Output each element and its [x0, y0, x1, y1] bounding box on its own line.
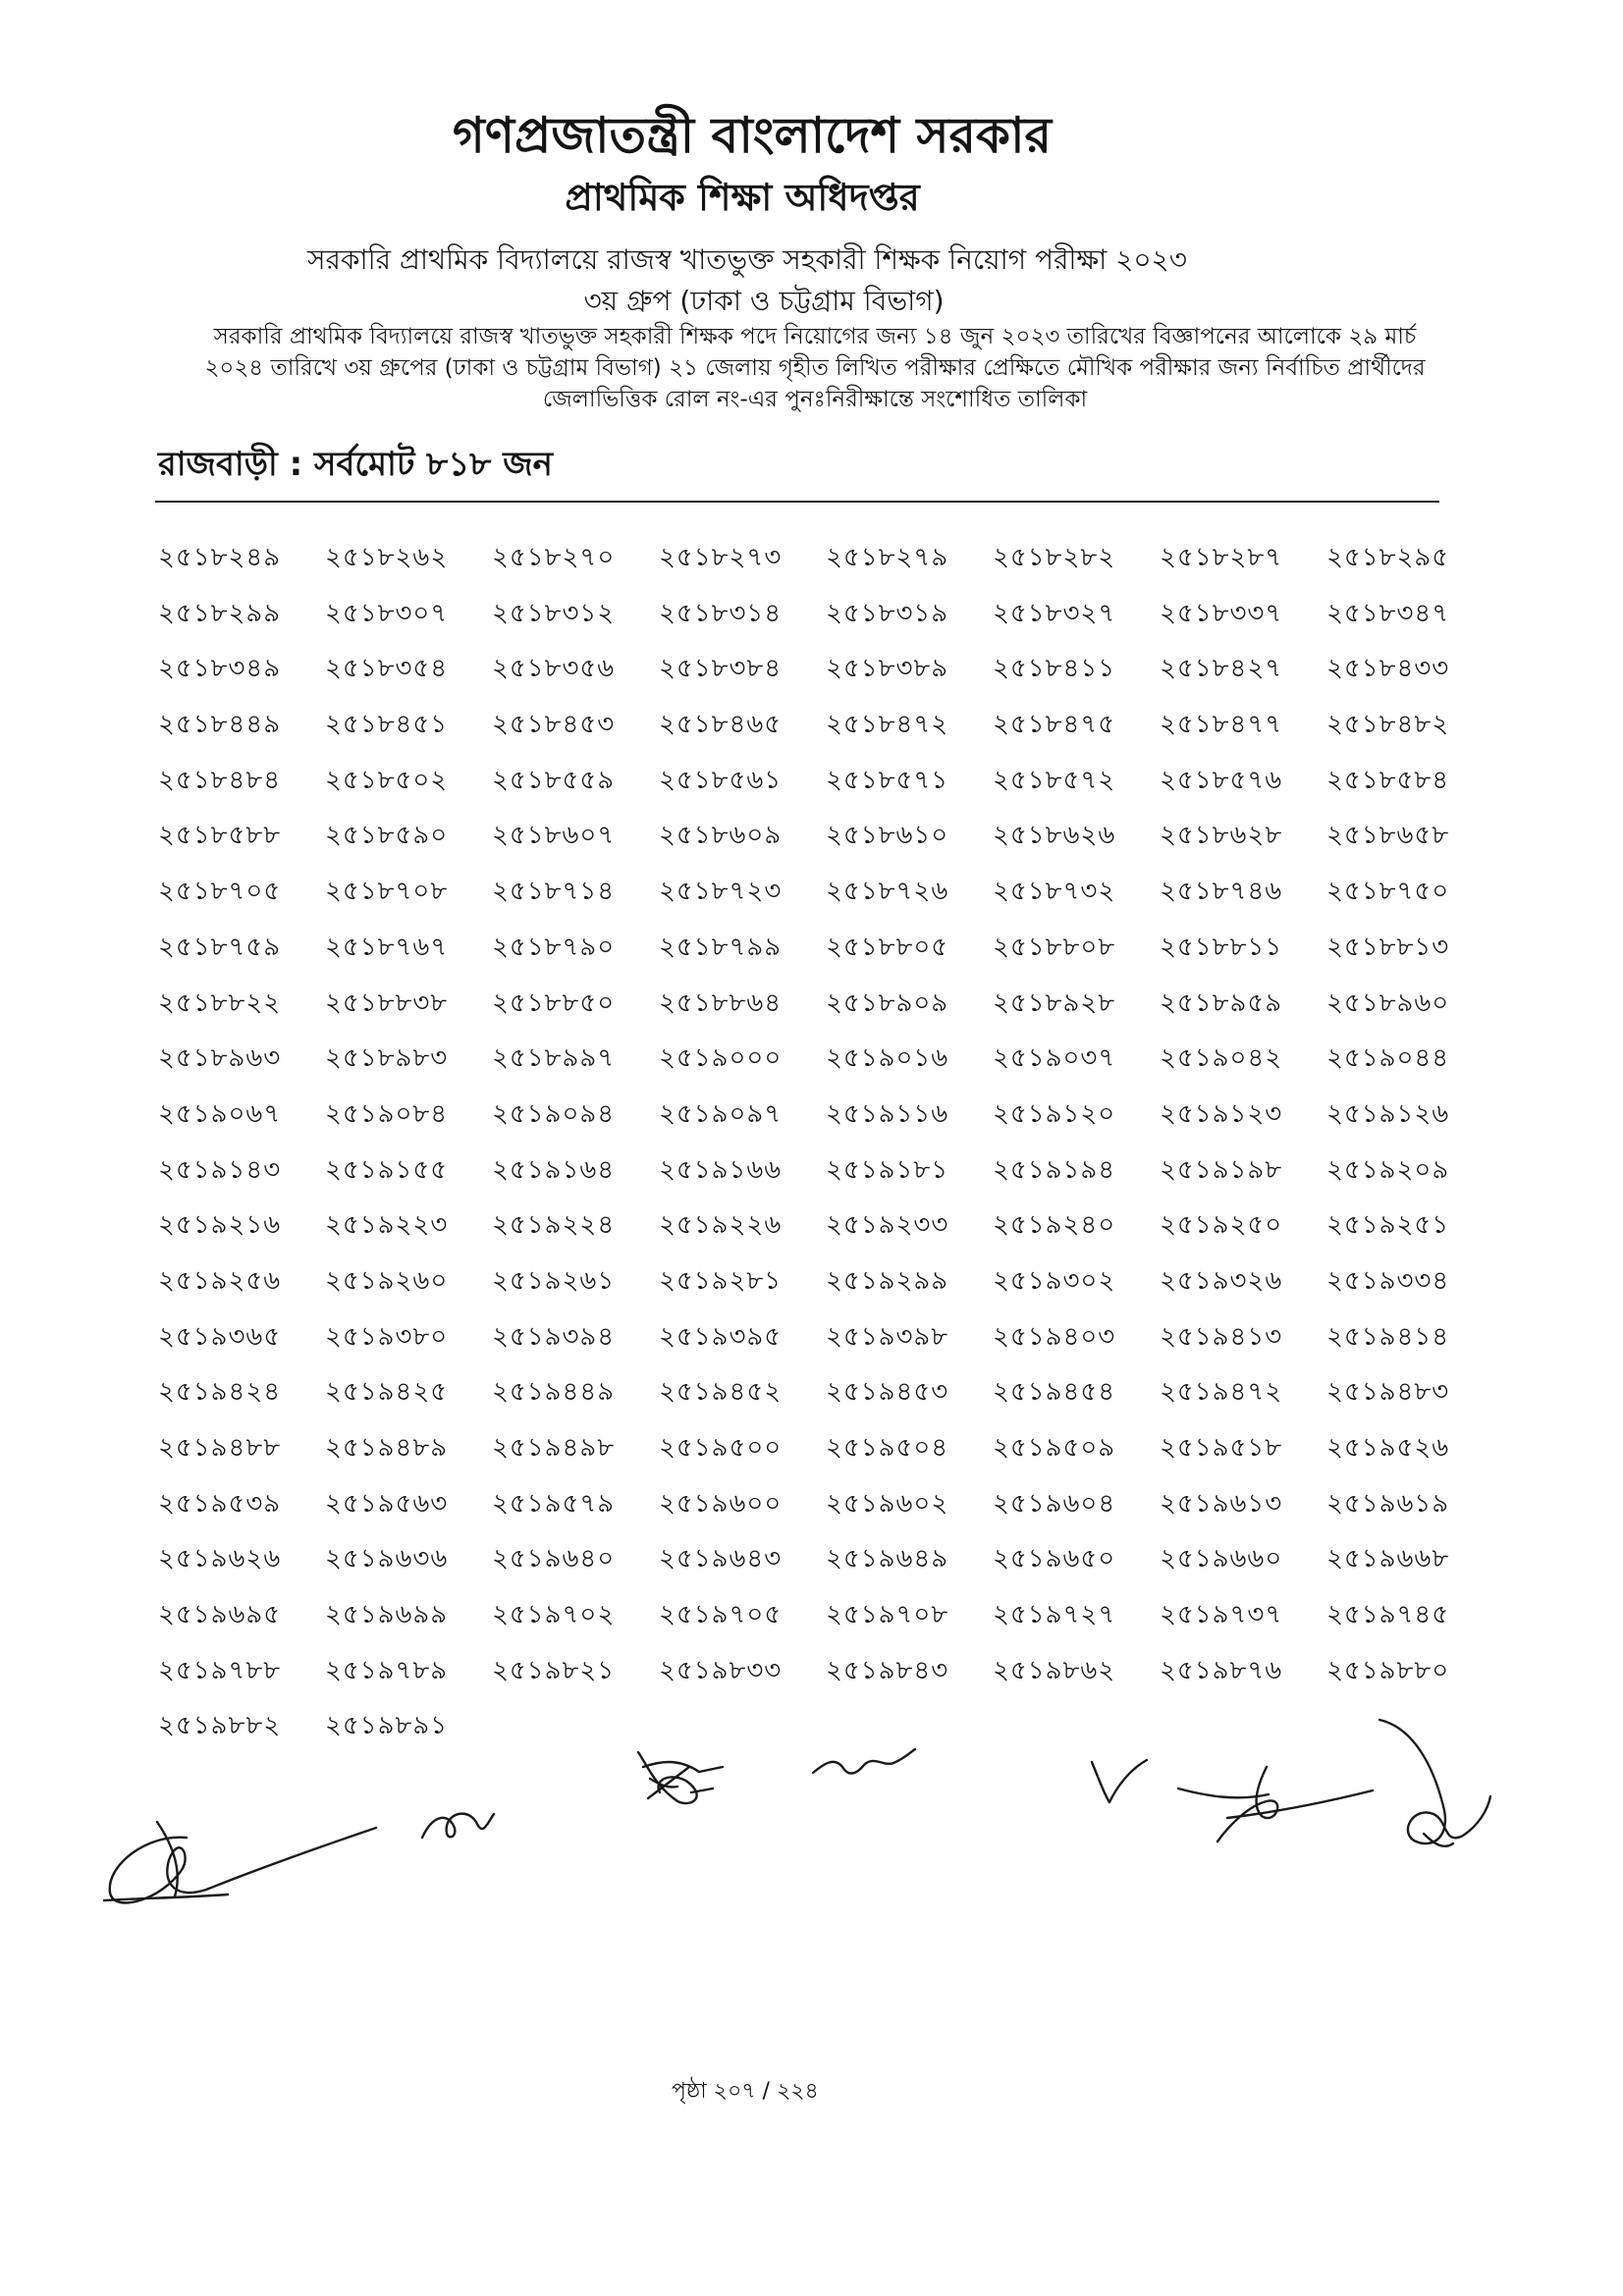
roll-number: ২৫১৮৪৫১: [325, 710, 449, 740]
roll-number: ২৫১৮৩৩৭: [1160, 598, 1283, 628]
roll-number-table: [158, 530, 1493, 1754]
roll-number: ২৫১৮৩৫৪: [325, 654, 449, 684]
roll-number: ২৫১৯৬৪৩: [659, 1544, 783, 1575]
roll-number: ২৫১৯৭৮৯: [325, 1655, 449, 1685]
roll-number: ২৫১৯০৮৪: [325, 1098, 449, 1129]
section-divider: [155, 501, 1439, 503]
roll-number: ২৫১৮৬২৮: [1160, 821, 1283, 851]
roll-number: ২৫১৯১২৩: [1160, 1098, 1283, 1129]
table-row: [158, 1643, 1493, 1699]
roll-number: ২৫১৯৮৬২: [993, 1655, 1116, 1685]
roll-number: ২৫১৯৬১৩: [1160, 1488, 1283, 1519]
roll-number: ২৫১৮৩৪৭: [1326, 598, 1450, 628]
roll-number: ২৫১৯৭০৫: [659, 1600, 783, 1630]
roll-number: ২৫১৮৯২৮: [993, 988, 1116, 1018]
page-number: পৃষ্ঠা ২০৭ / ২২৪: [672, 2079, 819, 2104]
roll-number: ২৫১৯৭৮৮: [158, 1655, 282, 1685]
roll-number: ২৫১৯১২৬: [1326, 1098, 1450, 1129]
table-row: [158, 586, 1493, 642]
roll-number: ২৫১৯২৯৯: [826, 1265, 949, 1296]
roll-number: ২৫১৯৩৮০: [325, 1321, 449, 1352]
roll-number: ২৫১৮৩১৪: [659, 598, 783, 628]
roll-number: ২৫১৯৫৩৯: [158, 1488, 282, 1519]
roll-number: ২৫১৮৬১০: [826, 821, 949, 851]
roll-number: ২৫১৯০৬৭: [158, 1098, 282, 1129]
table-row: [158, 753, 1493, 809]
roll-number: ২৫১৯৭২৭: [993, 1600, 1116, 1630]
roll-number: ২৫১৯৪৫২: [659, 1377, 783, 1408]
roll-number: ২৫১৮৬০৯: [659, 821, 783, 851]
roll-number: ২৫১৯৬২৬: [158, 1544, 282, 1575]
roll-number: ২৫১৯২২৬: [659, 1210, 783, 1241]
roll-number: ২৫১৮৪১১: [993, 654, 1116, 684]
roll-number: ২৫১৯৮৯১: [325, 1711, 449, 1741]
roll-number: ২৫১৯৪৮৮: [158, 1433, 282, 1463]
roll-number: ২৫১৯৮৪৩: [826, 1655, 949, 1685]
roll-number: ২৫১৯৫০৯: [993, 1433, 1116, 1463]
roll-number: ২৫১৮৯৯৭: [492, 1043, 616, 1074]
roll-number: ২৫১৮৯৫৯: [1160, 988, 1283, 1018]
roll-number: ২৫১৯৭৪৫: [1326, 1600, 1450, 1630]
roll-number: ২৫১৯৮৮২: [158, 1711, 282, 1741]
roll-number: ২৫১৯৪২৪: [158, 1377, 282, 1408]
roll-number: ২৫১৮৪৪৯: [158, 710, 282, 740]
roll-number: ২৫১৮২৮২: [993, 543, 1116, 572]
roll-number: ২৫১৯৪৯৮: [492, 1433, 616, 1463]
department-title: প্রাথমিক শিক্ষা অধিদপ্তর: [565, 176, 920, 219]
roll-number: ২৫১৯৬০৪: [993, 1488, 1116, 1519]
signature-scribble: [638, 1752, 723, 1803]
roll-number: ২৫১৮৭৫০: [1326, 877, 1450, 907]
roll-number: ২৫১৮৫৮৪: [1326, 765, 1450, 795]
roll-number: ২৫১৮২৭৩: [659, 543, 783, 572]
roll-number: ২৫১৮৪৬৫: [659, 710, 783, 740]
roll-number: ২৫১৯৬৯৯: [325, 1600, 449, 1630]
roll-number: ২৫১৮৭২৩: [659, 877, 783, 907]
roll-number: ২৫১৯৮৭৬: [1160, 1655, 1283, 1685]
roll-number: ২৫১৮৪৩৩: [1326, 654, 1450, 684]
table-row: [158, 1198, 1493, 1254]
roll-number: ২৫১৯২৮১: [659, 1265, 783, 1296]
roll-number: ২৫১৮৯০৯: [826, 988, 949, 1018]
exam-title: সরকারি প্রাথমিক বিদ্যালয়ে রাজস্ব খাতভুক্ত সহকারী শিক্ষক নিয়োগ পরীক্ষা ২০২৩: [307, 243, 1187, 276]
roll-number: ২৫১৮৭৫৯: [158, 932, 282, 962]
roll-number: ২৫১৯২৪০: [993, 1210, 1116, 1241]
roll-number: ২৫১৮৩১৯: [826, 598, 949, 628]
table-row: [158, 1698, 1493, 1754]
roll-number: ২৫১৮৮০৮: [993, 932, 1116, 962]
roll-number: ২৫১৮৪৭২: [826, 710, 949, 740]
table-row: [158, 1364, 1493, 1420]
roll-number: ২৫১৯১৯৮: [1160, 1154, 1283, 1185]
table-row: [158, 976, 1493, 1032]
roll-number: ২৫১৮২৯৯: [158, 598, 282, 628]
roll-number: ২৫১৯৬০০: [659, 1488, 783, 1519]
roll-number: ২৫১৯০০০: [659, 1043, 783, 1074]
roll-number: ২৫১৮৫৬১: [659, 765, 783, 795]
table-row: [158, 530, 1493, 586]
roll-number: ২৫১৮২৭০: [492, 543, 616, 572]
signature-right: [1092, 1760, 1373, 1842]
roll-number: ২৫১৮৪৭৭: [1160, 710, 1283, 740]
table-row: [158, 1087, 1493, 1143]
roll-number: ২৫১৯৩০২: [993, 1265, 1116, 1296]
signature-small: [422, 1814, 494, 1838]
roll-number: ২৫১৯২২৪: [492, 1210, 616, 1241]
roll-number: ২৫১৯৩৯৫: [659, 1321, 783, 1352]
roll-number: ২৫১৮২৭৯: [826, 543, 949, 572]
roll-number: ২৫১৯২৫১: [1326, 1210, 1450, 1241]
group-title: ৩য় গ্রুপ (ঢাকা ও চট্টগ্রাম বিভাগ): [583, 285, 945, 317]
district-heading: রাজবাড়ী : সর্বমোট ৮১৮ জন: [158, 445, 553, 484]
roll-number: ২৫১৮২৯৫: [1326, 543, 1450, 572]
roll-number: ২৫১৯৭০২: [492, 1600, 616, 1630]
government-title: গণপ্রজাতন্ত্রী বাংলাদেশ সরকার: [453, 107, 1052, 164]
roll-number: ২৫১৯০৪২: [1160, 1043, 1283, 1074]
roll-number: ২৫১৯১২০: [993, 1098, 1116, 1129]
roll-number: ২৫১৯৮৮০: [1326, 1655, 1450, 1685]
roll-number: ২৫১৮৭৪৬: [1160, 877, 1283, 907]
roll-number: ২৫১৯৪৪৯: [492, 1377, 616, 1408]
table-row: [158, 1309, 1493, 1365]
roll-number: ২৫১৯১৯৪: [993, 1154, 1116, 1185]
table-row: [158, 920, 1493, 976]
table-row: [158, 697, 1493, 753]
roll-number: ২৫১৯১৬৬: [659, 1154, 783, 1185]
roll-number: ২৫১৯৩৯৮: [826, 1321, 949, 1352]
roll-number: ২৫১৯৪১৪: [1326, 1321, 1450, 1352]
description-line: ২০২৪ তারিখে ৩য় গ্রুপের (ঢাকা ও চট্টগ্রাম বিভাগ) ২১ জেলায় গৃহীত লিখিত পরীক্ষার প্রেক্ষিতে মৌখিক পরীক্ষার জন্য নির্বাচিত প্রার্থীদের: [204, 355, 1426, 381]
roll-number: ২৫১৮২৮৭: [1160, 543, 1283, 572]
roll-number: ২৫১৯৫৬৩: [325, 1488, 449, 1519]
roll-number: ২৫১৮৫৭২: [993, 765, 1116, 795]
roll-number: ২৫১৯০৪৪: [1326, 1043, 1450, 1074]
description-line: জেলাভিত্তিক রোল নং-এর পুনঃনিরীক্ষান্তে সংশোধিত তালিকা: [542, 387, 1088, 412]
table-row: [158, 1254, 1493, 1309]
roll-number: ২৫১৮৫৫৯: [492, 765, 616, 795]
roll-number: ২৫১৮৩৮৪: [659, 654, 783, 684]
roll-number: ২৫১৯৪৭২: [1160, 1377, 1283, 1408]
roll-number: ২৫১৯৬৬০: [1160, 1544, 1283, 1575]
roll-number: ২৫১৯১৪৩: [158, 1154, 282, 1185]
roll-number: ২৫১৯৬১৯: [1326, 1488, 1450, 1519]
roll-number: ২৫১৯২০৯: [1326, 1154, 1450, 1185]
roll-number: ২৫১৮৮০৫: [826, 932, 949, 962]
roll-number: ২৫১৮৩৮৯: [826, 654, 949, 684]
roll-number: ২৫১৯৫০৪: [826, 1433, 949, 1463]
roll-number: ২৫১৮৭০৫: [158, 877, 282, 907]
roll-number: ২৫১৮৫৭৬: [1160, 765, 1283, 795]
roll-number: ২৫১৮৪৮২: [1326, 710, 1450, 740]
roll-number: ২৫১৮৯৮৩: [325, 1043, 449, 1074]
roll-number: ২৫১৯১৫৫: [325, 1154, 449, 1185]
roll-number: ২৫১৯২৬১: [492, 1265, 616, 1296]
roll-number: ২৫১৮৬৫৮: [1326, 821, 1450, 851]
signature-left: [104, 1822, 376, 1902]
roll-number: ২৫১৮৮৩৮: [325, 988, 449, 1018]
roll-number: ২৫১৯৬৪০: [492, 1544, 616, 1575]
roll-number: ২৫১৯৮৩৩: [659, 1655, 783, 1685]
roll-number: ২৫১৯২৫০: [1160, 1210, 1283, 1241]
roll-number: ২৫১৯৩৩৪: [1326, 1265, 1450, 1296]
roll-number: ২৫১৯৪২৫: [325, 1377, 449, 1408]
roll-number: ২৫১৯৪৮৯: [325, 1433, 449, 1463]
roll-number: ২৫১৯২১৬: [158, 1210, 282, 1241]
roll-number: ২৫১৯১৬৪: [492, 1154, 616, 1185]
roll-number: ২৫১৯১৮১: [826, 1154, 949, 1185]
roll-number: ২৫১৮৫০২: [325, 765, 449, 795]
roll-number: ২৫১৯০৯৪: [492, 1098, 616, 1129]
table-row: [158, 864, 1493, 920]
roll-number: ২৫১৮৬২৬: [993, 821, 1116, 851]
roll-number: ২৫১৮৩৫৬: [492, 654, 616, 684]
roll-number: ২৫১৮৯৬৩: [158, 1043, 282, 1074]
roll-number: ২৫১৮২৬২: [325, 543, 449, 572]
roll-number: ২৫১৯৬৬৮: [1326, 1544, 1450, 1575]
roll-number: ২৫১৮৩১২: [492, 598, 616, 628]
roll-number: ২৫১৯৫১৮: [1160, 1433, 1283, 1463]
roll-number: ২৫১৮৯৬০: [1326, 988, 1450, 1018]
roll-number: ২৫১৯২৩৩: [826, 1210, 949, 1241]
roll-number: ২৫১৯০১৬: [826, 1043, 949, 1074]
roll-number: ২৫১৯৬৯৫: [158, 1600, 282, 1630]
roll-number: ২৫১৯২২৩: [325, 1210, 449, 1241]
table-row: [158, 1476, 1493, 1532]
roll-number: ২৫১৯৮২১: [492, 1655, 616, 1685]
roll-number: ২৫১৯৭৩৭: [1160, 1600, 1283, 1630]
roll-number: ২৫১৮৫৮৮: [158, 821, 282, 851]
roll-number: ২৫১৮৪৮৪: [158, 765, 282, 795]
roll-number: ২৫১৮৫৭১: [826, 765, 949, 795]
roll-number: ২৫১৮৭৩২: [993, 877, 1116, 907]
roll-number: ২৫১৮৩৪৯: [158, 654, 282, 684]
roll-number: ২৫১৯৩২৬: [1160, 1265, 1283, 1296]
roll-number: ২৫১৯৬০২: [826, 1488, 949, 1519]
roll-number: ২৫১৮২৪৯: [158, 543, 282, 572]
roll-number: ২৫১৮৭১৪: [492, 877, 616, 907]
roll-number: ২৫১৯২৫৬: [158, 1265, 282, 1296]
roll-number: ২৫১৯৪৫৩: [826, 1377, 949, 1408]
roll-number: ২৫১৮৭৯৯: [659, 932, 783, 962]
roll-number: ২৫১৯৫০০: [659, 1433, 783, 1463]
roll-number: ২৫১৯৪০৩: [993, 1321, 1116, 1352]
description-line: সরকারি প্রাথমিক বিদ্যালয়ে রাজস্ব খাতভুক্ত সহকারী শিক্ষক পদে নিয়োগের জন্য ১৪ জুন ২০২৩ তারিখের বিজ্ঞাপনের আলোকে ২৯ মার্চ: [213, 324, 1417, 349]
roll-number: ২৫১৯৪৮৩: [1326, 1377, 1450, 1408]
roll-number: ২৫১৮৭০৮: [325, 877, 449, 907]
roll-number: ২৫১৯১১৬: [826, 1098, 949, 1129]
roll-number: ২৫১৯৪১৩: [1160, 1321, 1283, 1352]
table-row: [158, 1587, 1493, 1643]
roll-number: ২৫১৯৪৫৪: [993, 1377, 1116, 1408]
table-row: [158, 1031, 1493, 1087]
roll-number: ২৫১৮৮৬৪: [659, 988, 783, 1018]
roll-number: ২৫১৯৬৫০: [993, 1544, 1116, 1575]
roll-number: ২৫১৮৮২২: [158, 988, 282, 1018]
notice-description: [128, 321, 1502, 415]
roll-number: ২৫১৯০৯৭: [659, 1098, 783, 1129]
roll-number: ২৫১৯৩৬৫: [158, 1321, 282, 1352]
roll-number: ২৫১৮৪২৭: [1160, 654, 1283, 684]
table-row: [158, 808, 1493, 864]
roll-number: ২৫১৯৬৩৬: [325, 1544, 449, 1575]
roll-number: ২৫১৮৪৭৫: [993, 710, 1116, 740]
roll-number: ২৫১৯৫৭৯: [492, 1488, 616, 1519]
table-row: [158, 1143, 1493, 1199]
table-row: [158, 1420, 1493, 1476]
roll-number: ২৫১৯৬৪৯: [826, 1544, 949, 1575]
roll-number: ২৫১৯৩৯৪: [492, 1321, 616, 1352]
table-row: [158, 641, 1493, 697]
roll-number: ২৫১৯২৬০: [325, 1265, 449, 1296]
roll-number: ২৫১৮৭৯০: [492, 932, 616, 962]
roll-number: ২৫১৮৭৬৭: [325, 932, 449, 962]
table-row: [158, 1531, 1493, 1587]
roll-number: ২৫১৮৮১৩: [1326, 932, 1450, 962]
roll-number: ২৫১৮৩২৭: [993, 598, 1116, 628]
roll-number: ২৫১৮৫৯০: [325, 821, 449, 851]
roll-number: ২৫১৮৮১১: [1160, 932, 1283, 962]
roll-number: ২৫১৮৬০৭: [492, 821, 616, 851]
roll-number: ২৫১৯০৩৭: [993, 1043, 1116, 1074]
roll-number: ২৫১৮৩০৭: [325, 598, 449, 628]
roll-number: ২৫১৮৪৫৩: [492, 710, 616, 740]
roll-number: ২৫১৮৭২৬: [826, 877, 949, 907]
roll-number: ২৫১৯৫২৬: [1326, 1433, 1450, 1463]
roll-number: ২৫১৯৭০৮: [826, 1600, 949, 1630]
roll-number: ২৫১৮৮৫০: [492, 988, 616, 1018]
